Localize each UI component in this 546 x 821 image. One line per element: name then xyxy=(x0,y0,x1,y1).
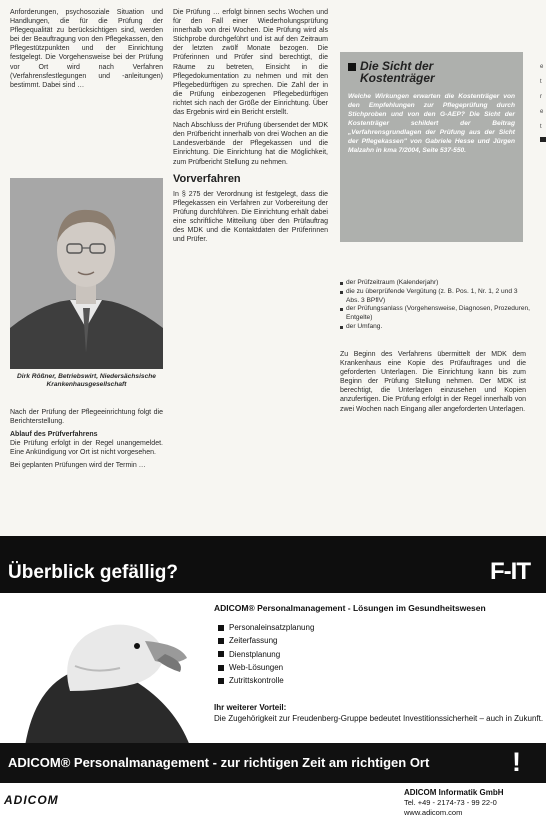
box-marker-icon xyxy=(348,63,356,71)
feature-item: Dienstplanung xyxy=(218,648,314,661)
bullet-icon xyxy=(340,326,343,329)
exclamation-icon: ! xyxy=(512,747,521,777)
ad-slogan: ADICOM® Personalmanagement - zur richtigen Zeit am richtigen Ort xyxy=(8,755,430,770)
square-bullet-icon xyxy=(218,678,224,684)
square-bullet-icon xyxy=(218,665,224,671)
author-photo xyxy=(10,178,163,369)
edge-letter: e xyxy=(540,64,544,70)
ad-advantage-text: Die Zugehörigkeit zur Freudenberg-Gruppe bedeutet Investitionssicherheit – auch in Zukunft. xyxy=(214,713,544,723)
ad-slogan-bar xyxy=(0,743,546,783)
square-bullet-icon xyxy=(218,625,224,631)
square-bullet-icon xyxy=(218,651,224,657)
bullet-list xyxy=(340,279,530,332)
col3-paragraph: Zu Beginn des Verfahrens übermittelt der MDK dem Krankenhaus eine Kopie des Prüfauftrages und die geforderten Unterlagen. Die Einrichtung kann bis zum Beginn der Prüfung Stellung nehmen. Der MDK ist berechtigt, die Unterlagen einzusehen und Kopien anzufertigen. Die Prüfung erfolgt in der Regel innerhalb von zwei Wochen nach Eingang aller angeforderten Unterlagen. xyxy=(340,351,526,413)
edge-fragment xyxy=(540,60,546,142)
list-item: der Umfang. xyxy=(340,323,530,332)
ad-headline: Überblick gefällig? xyxy=(8,562,178,583)
bullet-icon xyxy=(340,291,343,294)
phone-number: Tel. +49 - 2174-73 - 99 22-0 xyxy=(404,798,497,807)
company-name: ADICOM Informatik GmbH xyxy=(404,788,504,797)
col2-paragraph-1: Die Prüfung … erfolgt binnen sechs Wochen und für den Fall einer Wiederholungsprüfung innerhalb von drei Wochen. Die Prüfung wird als Stichprobe durchgeführt und ist auf den Zeitraum der letzten zwölf Monate bezogen. Die Prüferinnen und Prüfer sind berechtigt, die Räume zu betreten, Einsicht in die Pflegedokumentation zu nehmen und mit den Pflegebedürftigen zu sprechen. Die Zahl der in die Prüfung einbezogenen Pflegebedürftigen richtet sich nach der Größe der Einrichtung. Über das Ergebnis wird ein Bericht erstellt. xyxy=(173,9,328,117)
col1-after-photo: Nach der Prüfung der Pflegeeinrichtung folgt die Berichterstellung. xyxy=(10,409,163,426)
col1-paragraph-2: Bei geplanten Prüfungen wird der Termin … xyxy=(10,462,146,470)
edge-letter: t xyxy=(540,79,542,85)
info-box-title-line-1: Die Sicht der xyxy=(360,59,434,73)
col1-paragraph-1: Die Prüfung erfolgt in der Regel unangemeldet. Eine Ankündigung vor Ort ist nicht vorgesehen. xyxy=(10,440,163,457)
photo-caption: Dirk Rößner, Betriebswirt, Niedersächsische Krankenhausgesellschaft xyxy=(17,373,156,389)
section-heading: Vorverfahren xyxy=(173,172,241,185)
adicom-logo: ADICOM xyxy=(4,793,59,807)
edge-letter: t xyxy=(540,124,542,130)
info-box-title xyxy=(360,60,435,84)
ad-brand-logo: F-IT xyxy=(490,558,530,585)
col2-paragraph-3: In § 275 der Verordnung ist festgelegt, dass die Pflegekassen ein Verfahren zur Vorbereitung der Prüfung durchführen. Die Einrichtung erhält dabei eine schriftliche Mitteilung über den Prüfauftrag des MDK und die Kontaktdaten der Prüferinnen und Prüfer. xyxy=(173,190,328,244)
info-box-body: Welche Wirkungen erwarten die Kostenträger von den Empfehlungen zur Pflegeprüfung durch Stichproben und von den G-AEP? Die Sicht der Kostenträger schildert der Beitrag „Verfahrensgrundlagen der Prüfung aus der Sicht der Pflegekassen" von Gabriele Hesse und Jürgen Malzahn in kma 7/2004, Seite 537-550. xyxy=(348,93,515,154)
advertisement xyxy=(0,536,546,821)
edge-letter: r xyxy=(540,94,542,100)
edge-letter: e xyxy=(540,109,544,115)
square-bullet-icon xyxy=(218,638,224,644)
website-link[interactable]: www.adicom.com xyxy=(404,808,463,817)
feature-item: Zutrittskontrolle xyxy=(218,674,314,687)
list-item: der Prüfzeitraum (Kalenderjahr) xyxy=(340,279,530,288)
feature-item: Personaleinsatzplanung xyxy=(218,621,314,634)
list-item: die zu überprüfende Vergütung (z. B. Pos. 1, Nr. 1, 2 und 3 Abs. 3 BPflV) xyxy=(340,288,530,306)
col1-subhead: Ablauf des Prüfverfahrens xyxy=(10,431,98,439)
col1-intro: Anforderungen, psychosoziale Situation und Handlungen, die für die Prüfung der Pflegequalität zu berücksichtigen sind, werden bei der Beauftragung von den Pflegekassen, den Pflegestützpunkten und der Einrichtung festgelegt. Die Vorgehensweise bei der Prüfung vor Ort wird nach Verfahren (Verfahrensfestlegungen und -anleitungen) bestimmt. Dabei sind … xyxy=(10,9,163,89)
info-box xyxy=(340,52,523,242)
ad-advantage xyxy=(214,703,544,724)
ad-feature-list xyxy=(218,621,314,687)
feature-item: Zeiterfassung xyxy=(218,634,314,647)
column-2 xyxy=(173,8,328,531)
column-1 xyxy=(10,8,163,94)
col2-paragraph-2: Nach Abschluss der Prüfung übersendet der MDK den Prüfbericht innerhalb von drei Wochen an die Landesverbände der Pflegekassen und die Einrichtung. Die Einrichtung hat die Möglichkeit, zum Prüfbericht Stellung zu nehmen. xyxy=(173,122,328,166)
ad-advantage-title: Ihr weiterer Vorteil: xyxy=(214,703,287,712)
feature-item: Web-Lösungen xyxy=(218,661,314,674)
list-item: der Prüfungsanlass (Vorgehensweise, Diagnosen, Prozeduren, Entgelte) xyxy=(340,305,530,323)
column-1-lower xyxy=(10,408,163,475)
info-box-title-line-2: Kostenträger xyxy=(360,71,435,85)
column-3-text xyxy=(340,350,526,530)
bullet-icon xyxy=(340,308,343,311)
bullet-icon xyxy=(340,282,343,285)
edge-marker-icon xyxy=(540,137,546,142)
ad-product-line: ADICOM® Personalmanagement - Lösungen im Gesundheitswesen xyxy=(214,603,486,613)
ad-contact xyxy=(404,788,546,818)
eagle-image xyxy=(15,596,205,746)
